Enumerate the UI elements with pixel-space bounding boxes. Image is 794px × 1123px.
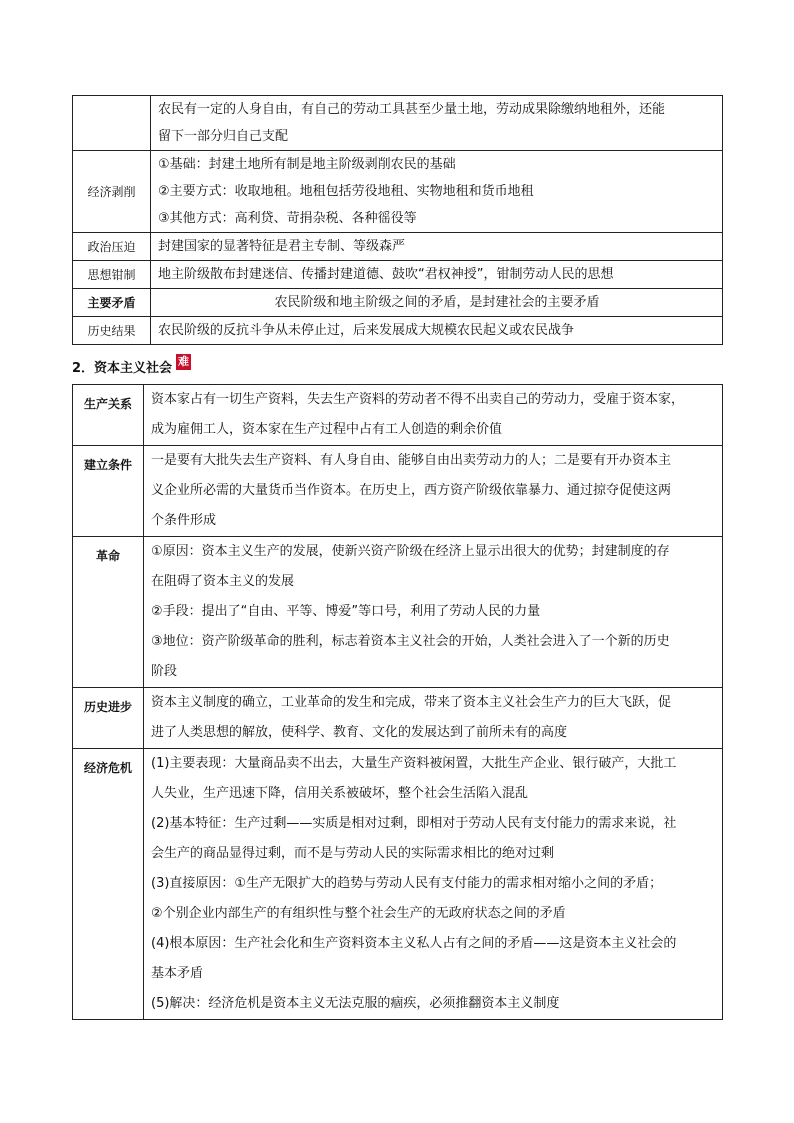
row-label-conditions: 建立条件 <box>73 446 144 537</box>
table-row <box>73 233 723 261</box>
row-label-crisis: 经济危机 <box>73 749 144 1020</box>
table-row <box>73 749 723 1020</box>
table-row <box>73 446 723 537</box>
crisis-line-2: 人失业，生产迅速下降，信用关系被破坏，整个社会生活陷入混乱 <box>151 786 529 801</box>
peasant-status-line-2: 留下一部分归自己支配 <box>158 129 289 144</box>
section-heading <box>72 354 191 376</box>
table-row <box>73 151 723 233</box>
revolution-line-3: ②手段：提出了“自由、平等、博爱”等口号，利用了劳动人民的力量 <box>151 604 541 619</box>
progress-line-2: 进了人类思想的解放，使科学、教育、文化的发展达到了前所未有的高度 <box>151 725 568 740</box>
row-label-economic: 经济剥削 <box>73 151 151 233</box>
revolution-cell <box>144 537 723 688</box>
conditions-line-2: 义企业所必需的大量货币当作资本。在历史上，西方资产阶级依靠暴力、通过掠夺促使这两 <box>151 483 672 498</box>
conditions-cell <box>144 446 723 537</box>
crisis-line-6: ②个别企业内部生产的有组织性与整个社会生产的无政府状态之间的矛盾 <box>151 906 566 921</box>
row-label-production: 生产关系 <box>73 385 144 446</box>
table-row <box>73 261 723 289</box>
production-cell <box>144 385 723 446</box>
capitalist-society-table <box>72 384 723 1020</box>
crisis-line-8: 基本矛盾 <box>151 966 204 981</box>
economic-cell <box>151 151 723 233</box>
row-label-empty <box>73 96 151 151</box>
row-label-ideology: 思想钳制 <box>73 261 151 289</box>
crisis-line-9: (5)解决：经济危机是资本主义无法克服的痼疾，必须推翻资本主义制度 <box>151 996 560 1011</box>
crisis-cell <box>144 749 723 1020</box>
feudal-society-table <box>72 95 723 345</box>
row-label-revolution: 革命 <box>73 537 144 688</box>
crisis-line-1: (1)主要表现：大量商品卖不出去，大量生产资料被闲置，大批生产企业、银行破产，大批工 <box>151 756 677 771</box>
production-line-2: 成为雇佣工人，资本家在生产过程中占有工人创造的剩余价值 <box>151 422 503 437</box>
revolution-line-5: 阶段 <box>151 664 178 679</box>
revolution-line-4: ③地位：资产阶级革命的胜利，标志着资本主义社会的开始，人类社会进入了一个新的历史 <box>151 634 670 649</box>
ideology-cell <box>151 261 723 289</box>
economic-line-2: ②主要方式：收取地租。地租包括劳役地租、实物地租和货币地租 <box>158 184 534 199</box>
crisis-line-4: 会生产的商品显得过剩，而不是与劳动人民的实际需求相比的绝对过剩 <box>151 846 555 861</box>
progress-line-1: 资本主义制度的确立，工业革命的发生和完成，带来了资本主义社会生产力的巨大飞跃，促 <box>151 695 672 710</box>
contradiction-cell <box>151 289 723 317</box>
revolution-line-2: 在阻碍了资本主义的发展 <box>151 574 295 589</box>
row-label-result: 历史结果 <box>73 317 151 345</box>
conditions-line-1: 一是要有大批失去生产资料、有人身自由、能够自由出卖劳动力的人；二是要有开办资本主 <box>151 453 672 468</box>
production-line-1: 资本家占有一切生产资料，失去生产资料的劳动者不得不出卖自己的劳动力，受雇于资本家， <box>151 392 685 407</box>
row-label-contradiction: 主要矛盾 <box>73 289 151 317</box>
peasant-status-line-1: 农民有一定的人身自由，有自己的劳动工具甚至少量土地，劳动成果除缴纳地租外，还能 <box>158 102 666 117</box>
crisis-line-3: (2)基本特征：生产过剩——实质是相对过剩，即相对于劳动人民有支付能力的需求来说，社 <box>151 816 677 831</box>
conditions-line-3: 个条件形成 <box>151 513 217 528</box>
result-cell <box>151 317 723 345</box>
crisis-line-7: (4)根本原因：生产社会化和生产资料资本主义私人占有之间的矛盾——这是资本主义社会的 <box>151 936 677 951</box>
difficulty-badge: 难 <box>178 354 190 368</box>
peasant-status-cell <box>151 96 723 151</box>
progress-cell <box>144 688 723 749</box>
ideology-text: 地主阶级散布封建迷信、传播封建道德、鼓吹“君权神授”，钳制劳动人民的思想 <box>158 267 614 282</box>
table-row <box>73 289 723 317</box>
economic-line-1: ①基础：封建土地所有制是地主阶级剥削农民的基础 <box>158 157 456 172</box>
table-row <box>73 537 723 688</box>
political-cell <box>151 233 723 261</box>
result-text: 农民阶级的反抗斗争从未停止过，后来发展成大规模农民起义或农民战争 <box>158 323 575 338</box>
revolution-line-1: ①原因：资本主义生产的发展，使新兴资产阶级在经济上显示出很大的优势；封建制度的存 <box>151 544 670 559</box>
row-label-political: 政治压迫 <box>73 233 151 261</box>
economic-line-3: ③其他方式：高利贷、苛捐杂税、各种徭役等 <box>158 211 417 226</box>
table-row <box>73 385 723 446</box>
crisis-line-5: (3)直接原因：①生产无限扩大的趋势与劳动人民有支付能力的需求相对缩小之间的矛盾； <box>151 876 663 891</box>
section-title: 2．资本主义社会 <box>72 361 173 376</box>
table-row <box>73 317 723 345</box>
table-row <box>73 96 723 151</box>
political-text: 封建国家的显著特征是君主专制、等级森严 <box>158 239 406 254</box>
contradiction-text: 农民阶级和地主阶级之间的矛盾，是封建社会的主要矛盾 <box>274 295 600 310</box>
row-label-progress: 历史进步 <box>73 688 144 749</box>
table-row <box>73 688 723 749</box>
